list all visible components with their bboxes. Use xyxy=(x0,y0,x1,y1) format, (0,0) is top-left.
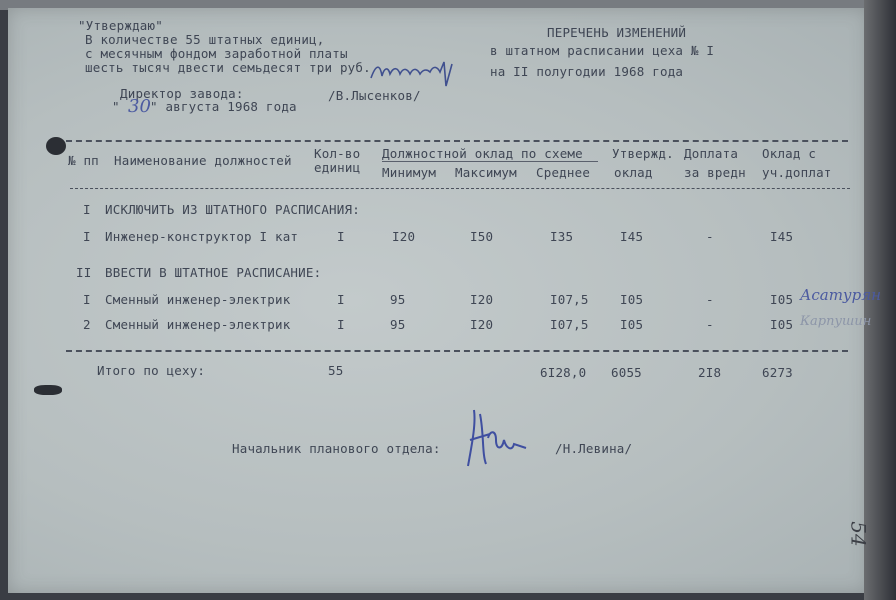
header-salary-scheme: Должностной оклад по схеме xyxy=(382,146,583,161)
header-approved-2: оклад xyxy=(614,165,653,180)
row-qty: I xyxy=(337,292,345,307)
header-min: Минимум xyxy=(382,165,437,180)
approval-heading: "Утверждаю" xyxy=(78,18,163,33)
row-max: I50 xyxy=(470,229,494,244)
header-qty-2: единиц xyxy=(314,160,361,175)
section-1-num: I xyxy=(83,202,91,217)
date-day-handwritten: 30 xyxy=(128,96,151,117)
row-name: Сменный инженер-электрик xyxy=(105,317,291,332)
row-avg: I07,5 xyxy=(550,292,589,307)
header-total-1: Оклад с xyxy=(762,146,817,161)
row-max: I20 xyxy=(470,317,494,332)
header-name: Наименование должностей xyxy=(114,153,292,168)
row-num: I xyxy=(83,229,91,244)
row-avg: I07,5 xyxy=(550,317,589,332)
approval-line-1: В количестве 55 штатных единиц, xyxy=(85,32,325,47)
ink-blot-2 xyxy=(34,385,62,395)
section-1-title: ИСКЛЮЧИТЬ ИЗ ШТАТНОГО РАСПИСАНИЯ: xyxy=(105,202,360,217)
date-quote-open: " xyxy=(112,99,120,114)
row-avg: I35 xyxy=(550,229,574,244)
approval-line-2: с месячным фондом заработной платы xyxy=(85,46,348,61)
header-approved-1: Утвержд. xyxy=(612,146,674,161)
director-title: Директор завода: xyxy=(120,86,244,101)
header-bottom-rule xyxy=(70,188,850,189)
totals-label: Итого по цеху: xyxy=(97,363,206,378)
row-min: I20 xyxy=(392,229,416,244)
row-total: I05 xyxy=(770,317,794,332)
row-min: 95 xyxy=(390,292,406,307)
header-extra-2: за вредн xyxy=(684,165,746,180)
section-2-num: II xyxy=(76,265,92,280)
totals-avg: 6I28,0 xyxy=(540,365,587,380)
row-extra: - xyxy=(706,292,714,307)
handwritten-note: Асатурян xyxy=(800,286,882,304)
row-name: Инженер-конструктор I кат xyxy=(105,229,299,244)
section-2-title: ВВЕСТИ В ШТАТНОЕ РАСПИСАНИЕ: xyxy=(105,265,322,280)
row-extra: - xyxy=(706,317,714,332)
totals-total: 6273 xyxy=(762,365,793,380)
doc-title-1: ПЕРЕЧЕНЬ ИЗМЕНЕНИЙ xyxy=(547,25,687,40)
row-name: Сменный инженер-электрик xyxy=(105,292,291,307)
planning-head-signature xyxy=(462,404,532,478)
ink-blot xyxy=(46,137,66,155)
row-total: I05 xyxy=(770,292,794,307)
approval-line-3: шесть тысяч двести семьдесят три руб. xyxy=(85,60,371,75)
row-approved: I05 xyxy=(620,292,644,307)
handwritten-note: Карпушин xyxy=(800,314,872,329)
totals-approved: 6055 xyxy=(611,365,642,380)
header-num: № пп xyxy=(68,153,99,168)
doc-title-3: на II полугодии 1968 года xyxy=(490,64,684,79)
date-rest: " августа 1968 года xyxy=(150,99,297,114)
doc-title-2: в штатном расписании цеха № I xyxy=(490,43,715,58)
totals-extra: 2I8 xyxy=(698,365,722,380)
director-name: /В.Лысенков/ xyxy=(328,88,421,103)
page-number-handwritten: 54 xyxy=(846,521,871,547)
footer-label: Начальник планового отдела: xyxy=(232,441,441,456)
row-approved: I45 xyxy=(620,229,644,244)
table-top-rule xyxy=(66,140,848,142)
header-total-2: уч.доплат xyxy=(762,165,832,180)
totals-qty: 55 xyxy=(328,363,344,378)
row-qty: I xyxy=(337,229,345,244)
salary-scheme-underline xyxy=(382,161,598,162)
row-total: I45 xyxy=(770,229,794,244)
row-qty: I xyxy=(337,317,345,332)
header-qty-1: Кол-во xyxy=(314,146,361,161)
footer-name: /Н.Левина/ xyxy=(555,441,633,456)
row-approved: I05 xyxy=(620,317,644,332)
row-num: 2 xyxy=(83,317,91,332)
row-max: I20 xyxy=(470,292,494,307)
header-avg: Среднее xyxy=(536,165,591,180)
row-extra: - xyxy=(706,229,714,244)
header-extra-1: Доплата xyxy=(684,146,739,161)
row-min: 95 xyxy=(390,317,406,332)
row-num: I xyxy=(83,292,91,307)
header-max: Максимум xyxy=(455,165,517,180)
totals-rule xyxy=(66,350,848,352)
